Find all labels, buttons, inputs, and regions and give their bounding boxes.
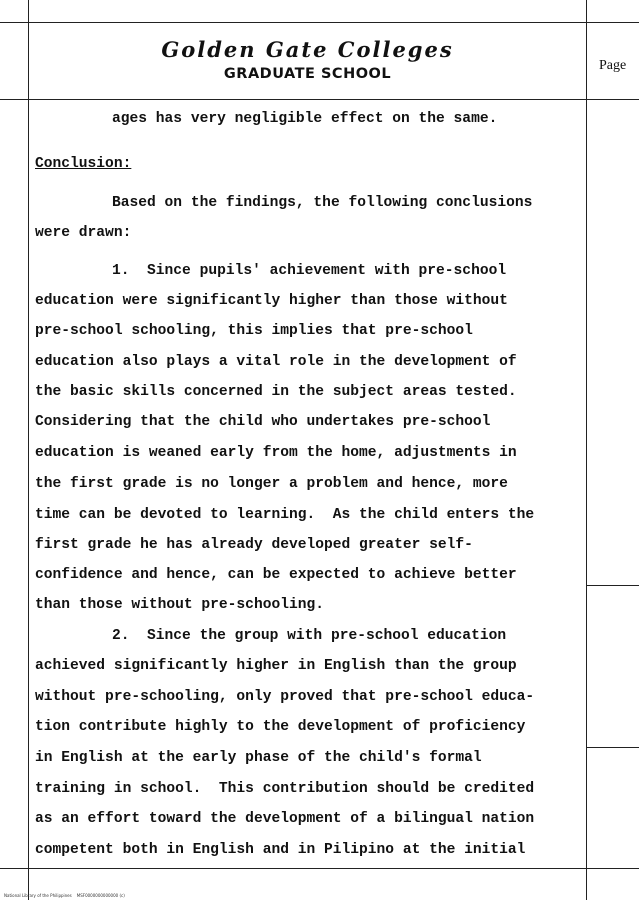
header-rule (0, 99, 639, 100)
text-line: education were significantly higher than those without (35, 293, 508, 309)
right-margin-rule (586, 0, 587, 900)
college-name: Golden Gate Colleges (161, 37, 454, 62)
text-line: in English at the early phase of the child's formal (35, 750, 482, 766)
text-line: time can be devoted to learning. As the child enters the (35, 507, 535, 523)
scan-footer: National Library of the Philippines MSF0000000000000 (c) (4, 893, 125, 898)
text-line: pre-school schooling, this implies that pre-school (35, 323, 473, 339)
top-rule (0, 22, 639, 23)
text-line: as an effort toward the development of a bilingual nation (35, 811, 535, 827)
school-name: GRADUATE SCHOOL (223, 66, 392, 82)
page-label: Page (599, 58, 627, 73)
text-line: Considering that the child who undertakes pre-school (35, 414, 491, 430)
text-line: Based on the findings, the following conclusions (112, 195, 533, 211)
footer-rule (0, 868, 639, 869)
text-line: tion contribute highly to the development of proficiency (35, 719, 526, 735)
text-line: the first grade is no longer a problem and hence, more (35, 476, 508, 492)
text-line: 1. Since pupils' achievement with pre-school (112, 263, 507, 279)
text-line: first grade he has already developed greater self- (35, 537, 473, 553)
text-line: ages has very negligible effect on the same. (112, 111, 498, 127)
letterhead (29, 38, 586, 82)
side-rule-1 (586, 585, 639, 586)
text-line: education is weaned early from the home, adjustments in (35, 445, 517, 461)
section-heading: Conclusion: (35, 156, 132, 172)
text-line: without pre-schooling, only proved that pre-school educa- (35, 689, 535, 705)
text-line: than those without pre-schooling. (35, 597, 325, 613)
side-rule-2 (586, 747, 639, 748)
text-line: the basic skills concerned in the subject areas tested. (35, 384, 517, 400)
text-line: achieved significantly higher in English than the group (35, 658, 517, 674)
text-line: confidence and hence, can be expected to achieve better (35, 567, 517, 583)
text-line: training in school. This contribution should be credited (35, 781, 535, 797)
left-margin-rule (28, 0, 29, 900)
text-line: 2. Since the group with pre-school education (112, 628, 507, 644)
text-line: education also plays a vital role in the development of (35, 354, 517, 370)
text-line: competent both in English and in Pilipino at the initial (35, 842, 526, 858)
text-line: were drawn: (35, 225, 132, 241)
